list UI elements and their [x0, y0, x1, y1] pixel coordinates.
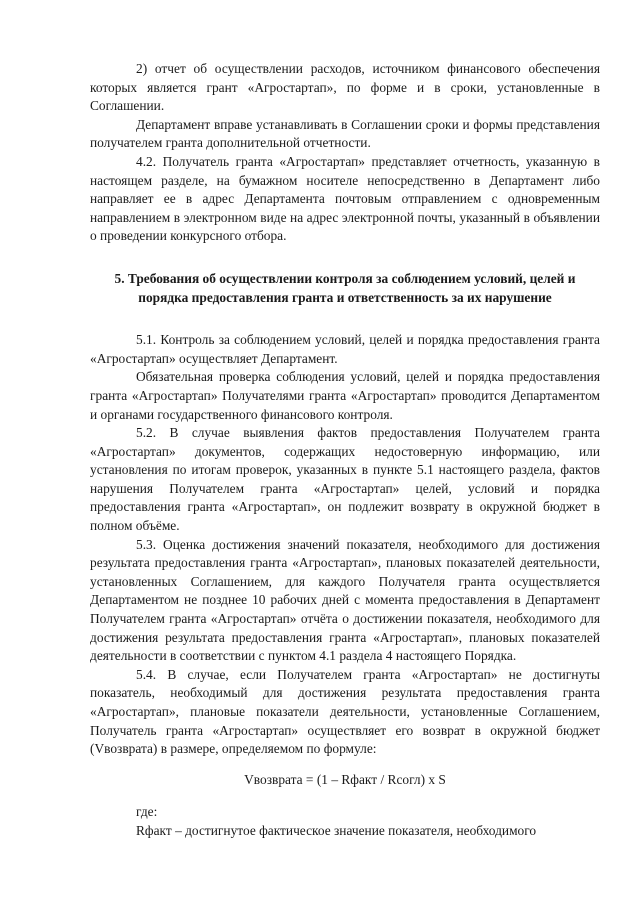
paragraph-mandatory-check: Обязательная проверка соблюдения условий, целей и порядка предоставления гранта «Агростартап» Получателями гранта «Агростартап» проводится Департаментом и органами государственного финансового контроля.	[90, 369, 600, 422]
refund-formula: Vвозврата = (1 – Rфакт / Rсогл) x S	[244, 771, 446, 787]
paragraph-5-1: 5.1. Контроль за соблюдением условий, целей и порядка предоставления гранта «Агростартап» осуществляет Департамент.	[90, 332, 600, 366]
document-page	[90, 60, 600, 841]
definition-rfakt: Rфакт – достигнутое фактическое значение показателя, необходимого	[136, 822, 537, 838]
paragraph-5-2: 5.2. В случае выявления фактов предоставления Получателем гранта «Агростартап» документов, содержащих недостоверную информацию, или установления по итогам проверок, указанных в пункте 5.1 настоящего раздела, фактов нарушения Получателем гранта «Агростартап» целей, условий и порядка предоставления гранта «Агростартап», он подлежит возврату в окружной бюджет в полном объёме.	[90, 425, 600, 534]
paragraph-additional-reporting: Департамент вправе устанавливать в Соглашении сроки и формы представления получателем гранта дополнительной отчетности.	[90, 116, 600, 151]
paragraph-4-2: 4.2. Получатель гранта «Агростартап» представляет отчетность, указанную в настоящем разделе, на бумажном носителе непосредственно в Департамент либо направляет ее в адрес Департамента почтовым отправлением с одновременным направлением в электронном виде на адрес электронной почты, указанный в объявлении о проведении конкурсного отбора.	[90, 153, 600, 244]
where-label: где:	[136, 804, 158, 820]
paragraph-5-4: 5.4. В случае, если Получателем гранта «Агростартап» не достигнуты показатель, необходимый для достижения результата предоставления гранта «Агростартап», плановые показатели деятельности, установленные Соглашением, Получатель гранта «Агростартап» осуществляет его возврат в окружной бюджет (Vвозврата) в размере, определяемом по формуле:	[90, 666, 600, 757]
paragraph-5-3: 5.3. Оценка достижения значений показателя, необходимого для достижения результата предоставления гранта «Агростартап», плановых показателей деятельности, установленных Соглашением, для каждого Получателя гранта осуществляется Департаментом не позднее 10 рабочих дней с момента предоставления в Департамент Получателем гранта «Агростартап» отчёта о достижении показателя, необходимого для достижения результата предоставления гранта «Агростартап», плановых показателей деятельности в соответствии с пунктом 4.1 раздела 4 настоящего Порядка.	[90, 536, 600, 664]
paragraph-report-item-2: 2) отчет об осуществлении расходов, источником финансового обеспечения которых является грант «Агростартап», по форме и в сроки, установленные в Соглашении.	[90, 61, 600, 114]
section-5-heading: 5. Требования об осуществлении контроля за соблюдением условий, целей и порядка предоставления гранта и ответственность за их нарушение	[114, 270, 576, 305]
